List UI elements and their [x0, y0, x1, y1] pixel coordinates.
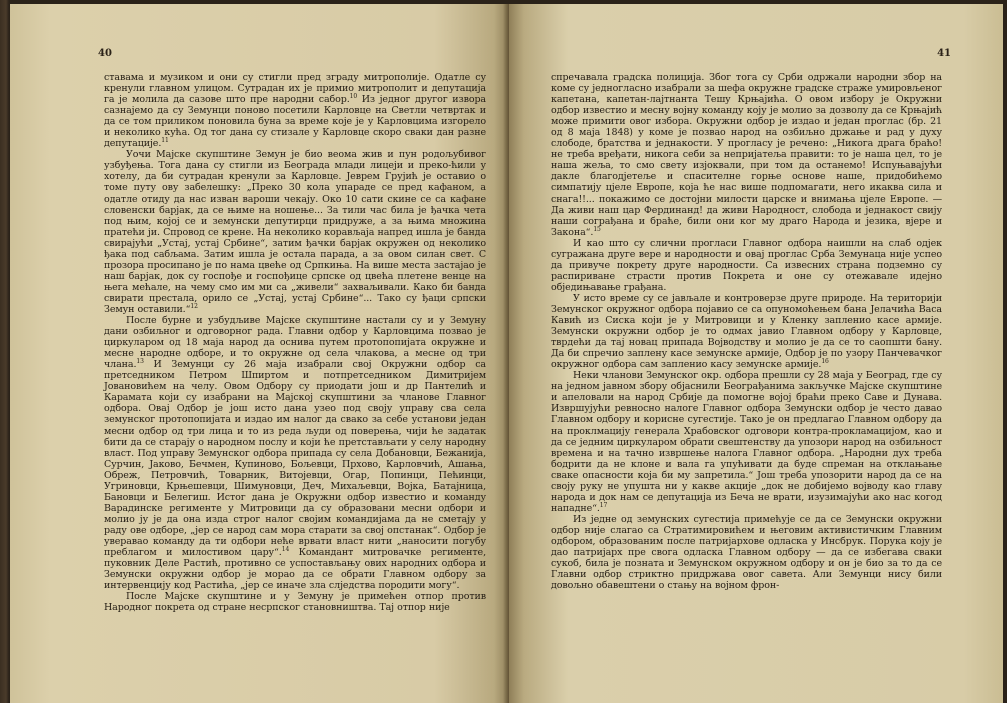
footnote-marker: 17	[599, 501, 608, 509]
paragraph: Из једне од земунских сугестија примећује се да се Земунски окружни одбор није слагао са Стратимировићем и његовим активистичким Главним одбором, образованим после патријархове одласка у Инсбрук. Порука коју је дао патријарх пре свога одласка Главном одбору — да се избегава сваки сукоб, била је позната и Земунском окружном одбору и он је био за то да се Главни одбор стриктно придржава овог савета. Али Земунци нису били довољно обавештени о стању на војном фрон-	[551, 513, 942, 592]
footnote-marker: 14	[281, 545, 290, 553]
right-page	[509, 4, 1003, 703]
left-page-number: 40	[98, 48, 112, 59]
paragraph: спречавала градска полиција. Због тога су Срби одржали народни збор на коме су једногласно изабрали за шефа окружне градске страже умировљеног капетана, капетан-лајтнанта Тешу Крњајића. О овом избору је Окружни одбор известио и месну војну команду коју је молио за дозволу да се Крњајић може примити овог избора. Окружни одбор је издао и један проглас (бр. 21 од 8 маја 1848) у коме је позвао народ на озбиљно држање и рад у духу слободе, братства и једнакости. У прогласу је речено: „Никога драга браћо! не треба вређати, никога себи за непријатеља правити: то је наша цел, то је наша жеља, то смо свету изјоквали, при том да останемо! Испуњавајући дакле благодјетеље и спасителне горње основе наше, придобићемо симпатију цјеле Европе, која ће нас више подпомагати, него икаква сила и снага!!... покажимо се достојни милости царске и внимања цјеле Европе. — Да живи наш цар Фердинанд! да живи Народност, слобода и једнакост свију наши сограђана и браће, били они ког му драго Народа и језика, вјере и Закона“.$^{15}$	[551, 72, 942, 238]
right-page-text	[551, 72, 942, 591]
left-page	[10, 4, 509, 703]
paragraph: Неки чланови Земунског окр. одбора прешли су 28 маја у Београд, где су на једном јавном збору објаснили Београђанима закључке Мајске скупштине и апеловали на народ Србије да помогне војој браћи преко Саве и Дунава. Извршујући ревносно налоге Главног одбора Земунски одбор је често давао Главном одбору и корисне сугестије. Тако је он предлагао Главном одбору да на проклмацију генерала Храбовског одговори контра-прокламацијом, као и да се једним циркуларом обрати свештенству да упозори народ на озбиљност времена и на тачно извршење налога Главног одбора. „Народни дух треба бодрити да не клоне и вала га упућивати да буде спреман на отклањање сваке опасности која би му запретила.“ Још треба упозорити народ да се на своју руку не упушта ни у какве акције „док не добијемо војводу као главу народа и док нам се депутација из Беча не врати, изузимајући ако нас когод нападне“.$^{17}$	[551, 370, 942, 514]
paragraph: ставама и музиком и они су стигли пред зграду митрополије. Одатле су кренули главном улицом. Сутрадан их је примио митрополит и депутација га је молила да сазове што пре народни сабор.$^{10}$ Из једног другог извора сазнајемо да су Земунци поново посетили Карловце на Светли четвртак и да се том приликом поновила буна за време које је у Карловцима изгорело и неколико кућа. Од тог дана су стизале у Карловце скоро сваки дан разне депутације.$^{11}$	[104, 72, 486, 150]
footnote-marker: 15	[593, 225, 601, 233]
footnote-marker: 13	[136, 358, 144, 366]
footnote-marker: 11	[161, 137, 169, 145]
footnote-marker: 12	[190, 302, 198, 310]
left-page-text	[104, 72, 486, 613]
paragraph: Уочи Мајске скупштине Земун је био веома жив и пун родољубивог узбуђења. Тога дана су стигли из Београда млади лицеји и преко-ћили у хотелу, да би сутрадан кренули за Карловце. Јеврем Грујић је оставио о томе путу ову забелешку: „Преко 30 кола упараде се пред кафаном, а одатле отиду да нас изван вароши чекају. Око 10 сати скине се са кафане словенски барјак, да се њиме на ношење... За тили час била је ђачка чета под њим, којој се и земунски депутирци придруже, а за њима множина пратећи ји. Спровод се крене. На неколико корављаја напред ишла је банда свираjући „Устај, устај Србине“, затим ђачки барјак окружен од неколико ђака под сабљама. Затим ишла је остала парада, а за овом силан свет. С прозора просипано је по нама цвеће од Српкиња. На више места застајао је наш барјак, док су госпође и госпођице српске од цвећа плетене венце на њега мећале, на чему смо им ми са „живели“ захваљивали. Како би банда свирати престала, орило се „Устај, устај Србине“... Тако су ђаци српски Земун оставили.“$^{12}$	[104, 149, 486, 315]
paragraph: У исто време су се јављале и контроверзе друге природе. На територији Земунског окружног одбора појавио се са опуномоћењем бана Јелачића Васа Кавић из Сиска који је у Митровици и у Кленку запленио касе армије. Земунски окружни одбор је то одмах јавио Главном одбору у Карловце, тврдећи да тај новац припада Војводству и молио је да се то саопшти бану. Да би спречио заплену касе земунске армије, Одбор је по узору Панчевачког окружног одбора сам запленио касу земунске армије.$^{16}$	[551, 292, 942, 371]
paragraph: После бурне и узбудљиве Мајске скупштине настали су и у Земуну дани озбиљног и одговорног рада. Главни одбор у Карловцима позвао је циркуларом од 18 маја народ да оснива путем протопопијата окружне и месне народне одборе, и то окружне од села члакова, а месне од три члана.$^{13}$ И Земунци су 26 маја изабрали свој Окружни одбор са претседником Петром Шпиртом и потпретседником Димитријем Јовановићем на челу. Овом Одбору су приодати још и др Пантелић и Караматa који су изабрани на Мајској скупштини за чланове Главног одбора. Овај Одбор је још исто дана узео под своју управу сва села земунског протопопијата и издао им налог да свако за себе установи један месни одбор од три лица и то из реда људи од поверења, чији ће задатак бити да се старају о народном послу и који ће претстављати у селу народну власт. Под управу Земунског одбора припада су села Добановци, Бежанија, Сурчин, Јаково, Бечмен, Купиново, Бољевци, Прхово, Карловчић, Ашања, Обреж, Петровчић, Товарник, Витојевци, Огар, Попинци, Пећинци, Угриновци, Крњешевци, Шимуновци, Деч, Михаљевци, Војка, Батајница, Бановци и Белегиш. Истог дана је Окружни одбор известио и команду Варадинске регименте у Митровици да су образовани месни одбори и молио ју је да она изда строг налог својим командијама да не сметају у раду ове одборе, „јер се народ сам мора старати за свој опстанак“. Одбор је уверавао команду да ти одбори неће врвати власт нити „наносити погубу преблагом и милостивом цару“.$^{14}$ Командант митровачке регименте, пуковник Деле Растић, противно се успостављању ових народних одбора и Земунски окружни одбор је морао да се обрати Главном одбору за интервенцију код Растића, „јер се иначе зла слједства породити могу“.	[104, 315, 487, 592]
right-page-number: 41	[937, 48, 951, 59]
paragraph: После Мајске скупштине и у Земуну је примећен отпор против Народног покрета од стране несрпског становништва. Тај отпор није	[104, 591, 486, 614]
footnote-marker: 10	[349, 92, 358, 100]
footnote-marker: 16	[821, 358, 829, 366]
paragraph: И као што су слични прогласи Главног одбора наишли на слаб одјек сугражана друге вере и народности и овај проглас Срба Земунаца није успео да привуче покрету друге народности. Са извесних страна подземно су распириване страсти против Покрета и оне су отежавале идејно обједињавање грађана.	[551, 237, 942, 293]
